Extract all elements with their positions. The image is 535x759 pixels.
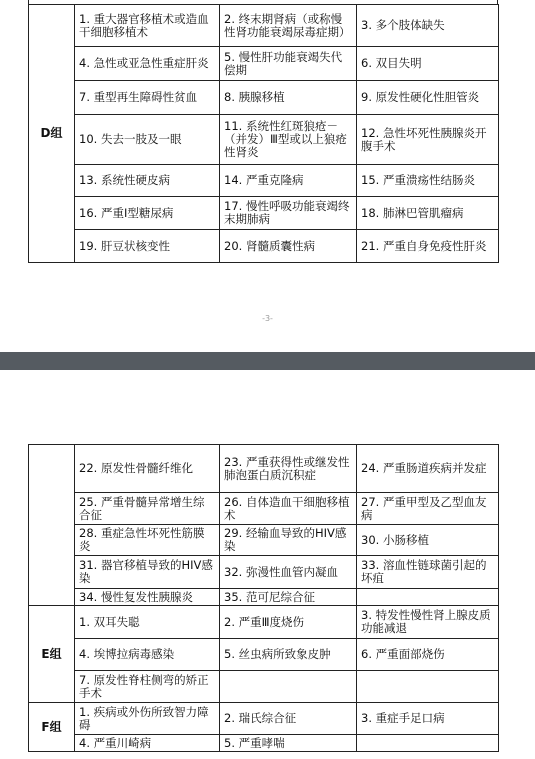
disease-cell: 4. 严重川崎病 — [75, 735, 220, 752]
disease-cell: 5. 丝虫病所致象皮肿 — [220, 639, 357, 671]
disease-cell: 6. 严重面部烧伤 — [357, 639, 499, 671]
table-row — [29, 197, 499, 230]
table-row — [29, 556, 499, 589]
page-separator — [0, 352, 535, 370]
table-row — [29, 735, 499, 752]
empty-cell — [357, 735, 499, 752]
table-row — [29, 639, 499, 671]
table-row — [29, 606, 499, 639]
disease-cell: 23. 严重获得性或继发性肺泡蛋白质沉积症 — [220, 445, 357, 493]
disease-cell: 3. 重症手足口病 — [357, 703, 499, 735]
disease-cell: 8. 胰腺移植 — [220, 81, 357, 115]
disease-cell: 3. 特发性慢性肾上腺皮质功能减退 — [357, 606, 499, 639]
table-row — [29, 703, 499, 735]
disease-cell: 27. 严重甲型及乙型血友病 — [357, 493, 499, 525]
disease-table-continued — [28, 444, 499, 752]
empty-cell — [357, 671, 499, 703]
table-row — [29, 81, 499, 115]
disease-cell: 15. 严重溃疡性结肠炎 — [357, 165, 499, 197]
disease-cell: 4. 急性或亚急性重症肝炎 — [75, 47, 220, 81]
disease-cell: 30. 小肠移植 — [357, 525, 499, 556]
table-row — [29, 47, 499, 81]
disease-cell: 12. 急性坏死性胰腺炎开腹手术 — [357, 115, 499, 165]
disease-cell: 10. 失去一肢及一眼 — [75, 115, 220, 165]
disease-cell: 6. 双目失明 — [357, 47, 499, 81]
table-row — [29, 115, 499, 165]
disease-cell: 1. 双耳失聪 — [75, 606, 220, 639]
disease-cell: 29. 经输血导致的HIV感染 — [220, 525, 357, 556]
disease-cell: 3. 多个肢体缺失 — [357, 5, 499, 47]
disease-cell: 1. 重大器官移植术或造血干细胞移植术 — [75, 5, 220, 47]
disease-cell: 25. 严重骨髓异常增生综合征 — [75, 493, 220, 525]
page-number: -3- — [262, 314, 273, 323]
disease-cell: 5. 慢性肝功能衰竭失代偿期 — [220, 47, 357, 81]
disease-cell: 7. 重型再生障碍性贫血 — [75, 81, 220, 115]
disease-cell: 32. 弥漫性血管内凝血 — [220, 556, 357, 589]
disease-cell: 16. 严重Ⅰ型糖尿病 — [75, 197, 220, 230]
table-row — [29, 445, 499, 493]
disease-cell: 33. 溶血性链球菌引起的坏疽 — [357, 556, 499, 589]
table-row — [29, 230, 499, 263]
disease-cell: 28. 重症急性坏死性筋膜炎 — [75, 525, 220, 556]
document-page-bottom — [0, 370, 535, 759]
disease-cell: 18. 肺淋巴管肌瘤病 — [357, 197, 499, 230]
group-label-d: D组 — [29, 5, 75, 263]
table-row — [29, 165, 499, 197]
table-row — [29, 671, 499, 703]
document-page-top — [0, 0, 535, 352]
disease-cell: 2. 终末期肾病（或称慢性肾功能衰竭尿毒症期） — [220, 5, 357, 47]
disease-cell: 20. 肾髓质囊性病 — [220, 230, 357, 263]
group-label-e: E组 — [29, 606, 75, 703]
disease-cell: 4. 埃博拉病毒感染 — [75, 639, 220, 671]
table-row — [29, 5, 499, 47]
table-row — [29, 493, 499, 525]
disease-cell: 22. 原发性骨髓纤维化 — [75, 445, 220, 493]
disease-cell: 7. 原发性脊柱侧弯的矫正手术 — [75, 671, 220, 703]
empty-cell — [220, 671, 357, 703]
disease-cell: 31. 器官移植导致的HIV感染 — [75, 556, 220, 589]
disease-cell: 2. 瑞氏综合征 — [220, 703, 357, 735]
disease-cell: 34. 慢性复发性胰腺炎 — [75, 589, 220, 606]
disease-table-d-group — [28, 4, 499, 263]
disease-cell: 19. 肝豆状核变性 — [75, 230, 220, 263]
disease-cell: 17. 慢性呼吸功能衰竭终末期肺病 — [220, 197, 357, 230]
disease-cell: 9. 原发性硬化性胆管炎 — [357, 81, 499, 115]
empty-cell — [357, 589, 499, 606]
disease-cell: 11. 系统性红斑狼疮－（并发）Ⅲ型或以上狼疮性肾炎 — [220, 115, 357, 165]
disease-cell: 14. 严重克隆病 — [220, 165, 357, 197]
table-row — [29, 589, 499, 606]
disease-cell: 26. 自体造血干细胞移植术 — [220, 493, 357, 525]
disease-cell: 35. 范可尼综合征 — [220, 589, 357, 606]
disease-cell: 1. 疾病或外伤所致智力障碍 — [75, 703, 220, 735]
disease-cell: 5. 严重哮喘 — [220, 735, 357, 752]
disease-cell: 2. 严重Ⅲ度烧伤 — [220, 606, 357, 639]
disease-cell: 21. 严重自身免疫性肝炎 — [357, 230, 499, 263]
disease-cell: 13. 系统性硬皮病 — [75, 165, 220, 197]
disease-cell: 24. 严重肠道疾病并发症 — [357, 445, 499, 493]
table-row — [29, 525, 499, 556]
group-label-d-continued — [29, 445, 75, 606]
group-label-f: F组 — [29, 703, 75, 752]
